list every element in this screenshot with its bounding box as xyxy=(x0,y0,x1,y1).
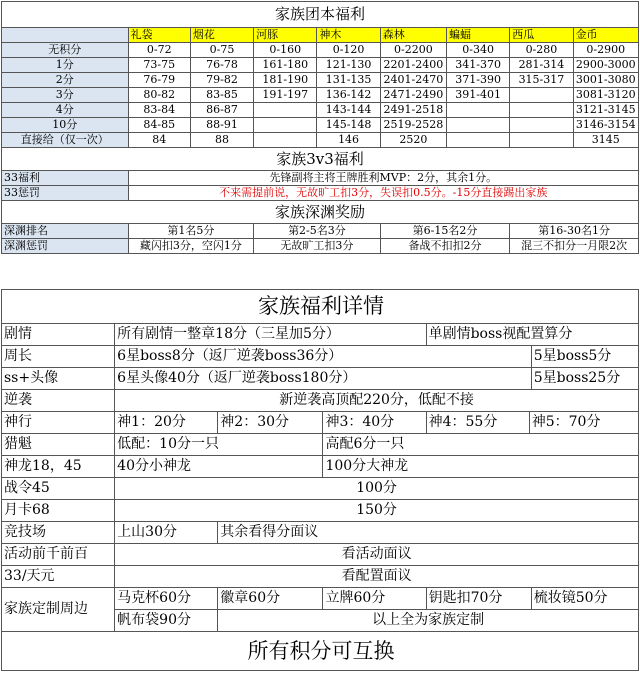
pvp-penalty-text: 不来需提前说，无故旷工扣3分，失误扣0.5分。-15分直接踢出家族 xyxy=(128,186,638,201)
table-cell: 161-180 xyxy=(254,58,317,73)
column-header: 烟花 xyxy=(190,28,253,43)
pvp-reward-text: 先锋副将主将王牌胜利MVP：2分，其余1分。 xyxy=(128,171,638,186)
abyss-rank-cell: 第1名5分 xyxy=(128,224,254,239)
table-row xyxy=(2,456,639,478)
row-label: 周长 xyxy=(2,346,115,368)
table-cell: 看配置面议 xyxy=(115,566,639,588)
table-cell: 2471-2490 xyxy=(380,88,446,103)
table-cell: 2900-3000 xyxy=(573,58,638,73)
table-cell: 3081-3120 xyxy=(573,88,638,103)
row-label: 战令45 xyxy=(2,478,115,500)
abyss-rank-cell: 第16-30名1分 xyxy=(510,224,639,239)
table-cell: 立牌60分 xyxy=(323,588,426,610)
row-label: 活动前千前百 xyxy=(2,544,115,566)
pvp-section-title: 家族3v3福利 xyxy=(2,148,639,171)
abyss-penalty-cell: 混三不扣分一月限2次 xyxy=(510,239,639,254)
table-cell: 其余看得分面议 xyxy=(218,522,639,544)
table-cell: 0-160 xyxy=(254,43,317,58)
table-cell: 80-82 xyxy=(128,88,190,103)
table-cell: 84-85 xyxy=(128,118,190,133)
table-cell: 新逆袭高顶配220分，低配不接 xyxy=(115,390,639,412)
table-cell: 单剧情boss视配置算分 xyxy=(426,324,638,346)
table-cell: 钥匙扣70分 xyxy=(426,588,531,610)
table-cell: 100分 xyxy=(115,478,639,500)
raid-header-row xyxy=(2,28,639,43)
abyss-penalty-cell: 藏闪扣3分，空闪1分 xyxy=(128,239,254,254)
table-cell: 84 xyxy=(128,133,190,148)
row-label: 家族定制周边 xyxy=(2,588,115,632)
table-cell xyxy=(510,133,573,148)
table-cell: 6星头像40分（返厂逆袭boss180分） xyxy=(115,368,532,390)
column-header: 金币 xyxy=(573,28,638,43)
table-cell: 0-75 xyxy=(190,43,253,58)
table-row xyxy=(2,478,639,500)
header-corner xyxy=(2,28,129,43)
table-row xyxy=(2,390,639,412)
table-row xyxy=(2,103,639,118)
table-cell: 上山30分 xyxy=(115,522,218,544)
table-cell: 88-91 xyxy=(190,118,253,133)
table-cell: 371-390 xyxy=(447,73,510,88)
table-cell: 0-2900 xyxy=(573,43,638,58)
table-cell: 3001-3080 xyxy=(573,73,638,88)
table-cell: 5星boss5分 xyxy=(531,346,638,368)
table-cell: 86-87 xyxy=(190,103,253,118)
abyss-rank-label: 深渊排名 xyxy=(2,224,129,239)
column-header: 森林 xyxy=(380,28,446,43)
footer-note: 所有积分可互换 xyxy=(2,632,639,671)
table-cell: 0-72 xyxy=(128,43,190,58)
row-label: 逆袭 xyxy=(2,390,115,412)
table-cell: 梳妆镜50分 xyxy=(531,588,638,610)
table-row xyxy=(2,118,639,133)
row-label: 神龙18，45 xyxy=(2,456,115,478)
table-cell: 143-144 xyxy=(317,103,380,118)
column-header: 礼袋 xyxy=(128,28,190,43)
table-cell: 低配：10分一只 xyxy=(115,434,323,456)
table-cell: 神3：40分 xyxy=(323,412,426,434)
row-label: 猎魁 xyxy=(2,434,115,456)
table-cell: 83-84 xyxy=(128,103,190,118)
row-label: 月卡68 xyxy=(2,500,115,522)
table-row xyxy=(2,566,639,588)
table-cell: 145-148 xyxy=(317,118,380,133)
row-label: 神行 xyxy=(2,412,115,434)
table-cell: 73-75 xyxy=(128,58,190,73)
table-cell: 2520 xyxy=(380,133,446,148)
table-cell: 150分 xyxy=(115,500,639,522)
table-cell: 神2：30分 xyxy=(218,412,323,434)
table-cell: 神5：70分 xyxy=(529,412,638,434)
row-label: 直接给（仅一次） xyxy=(2,133,129,148)
table-cell: 100分大神龙 xyxy=(323,456,639,478)
table-cell: 3146-3154 xyxy=(573,118,638,133)
table-cell: 6星boss8分（返厂逆袭boss36分） xyxy=(115,346,532,368)
table-cell: 3145 xyxy=(573,133,638,148)
table-row xyxy=(2,412,639,434)
abyss-section-title: 家族深渊奖励 xyxy=(2,201,639,224)
table-row xyxy=(2,500,639,522)
table-cell: 0-2200 xyxy=(380,43,446,58)
abyss-penalty-cell: 备战不扣扣2分 xyxy=(380,239,510,254)
table-row xyxy=(2,544,639,566)
table-cell: 2201-2400 xyxy=(380,58,446,73)
table-cell: 40分小神龙 xyxy=(115,456,323,478)
table-cell: 281-314 xyxy=(510,58,573,73)
pvp-reward-row xyxy=(2,171,639,186)
details-title: 家族福利详情 xyxy=(2,290,639,324)
pvp-penalty-row xyxy=(2,186,639,201)
table-cell: 121-130 xyxy=(317,58,380,73)
row-label: 33/天元 xyxy=(2,566,115,588)
abyss-rank-cell: 第2-5名3分 xyxy=(254,224,381,239)
table-row xyxy=(2,368,639,390)
table-row xyxy=(2,434,639,456)
table-cell: 高配6分一只 xyxy=(323,434,639,456)
table-cell: 看活动面议 xyxy=(115,544,639,566)
row-label: 4分 xyxy=(2,103,129,118)
row-label: 2分 xyxy=(2,73,129,88)
table-cell xyxy=(510,103,573,118)
column-header: 蝙蝠 xyxy=(447,28,510,43)
table-cell xyxy=(447,133,510,148)
table-cell: 131-135 xyxy=(317,73,380,88)
table-cell: 341-370 xyxy=(447,58,510,73)
table-row xyxy=(2,73,639,88)
table-cell: 以上全为家族定制 xyxy=(218,610,639,632)
table-cell: 191-197 xyxy=(254,88,317,103)
table-row xyxy=(2,58,639,73)
table-cell: 2491-2518 xyxy=(380,103,446,118)
table-cell: 76-79 xyxy=(128,73,190,88)
section-divider xyxy=(0,278,640,288)
table-cell: 79-82 xyxy=(190,73,253,88)
table-cell: 神4：55分 xyxy=(426,412,529,434)
table-cell: 146 xyxy=(317,133,380,148)
table-cell: 神1：20分 xyxy=(115,412,218,434)
table-cell: 0-340 xyxy=(447,43,510,58)
table-cell: 马克杯60分 xyxy=(115,588,218,610)
table-cell: 2401-2470 xyxy=(380,73,446,88)
abyss-rank-cell: 第6-15名2分 xyxy=(380,224,510,239)
table-row xyxy=(2,324,639,346)
row-label: 1分 xyxy=(2,58,129,73)
table-cell xyxy=(254,118,317,133)
column-header: 神木 xyxy=(317,28,380,43)
table-cell xyxy=(254,133,317,148)
column-header: 西瓜 xyxy=(510,28,573,43)
table-cell: 136-142 xyxy=(317,88,380,103)
table-cell xyxy=(447,103,510,118)
table-cell: 83-85 xyxy=(190,88,253,103)
row-label: ss+头像 xyxy=(2,368,115,390)
abyss-penalty-row xyxy=(2,239,639,254)
abyss-penalty-label: 深渊惩罚 xyxy=(2,239,129,254)
table-cell: 徽章60分 xyxy=(218,588,323,610)
pvp-reward-label: 33福利 xyxy=(2,171,129,186)
abyss-penalty-cell: 无故旷工扣3分 xyxy=(254,239,381,254)
table-cell: 0-280 xyxy=(510,43,573,58)
table-row xyxy=(2,346,639,368)
table-cell: 76-78 xyxy=(190,58,253,73)
row-label: 竞技场 xyxy=(2,522,115,544)
table-cell: 5星boss25分 xyxy=(531,368,638,390)
table-cell xyxy=(510,88,573,103)
raid-benefits-title: 家族团本福利 xyxy=(2,2,639,28)
table-cell: 0-120 xyxy=(317,43,380,58)
abyss-rank-row xyxy=(2,224,639,239)
row-label: 3分 xyxy=(2,88,129,103)
guild-raid-benefits-table xyxy=(1,1,639,254)
table-cell xyxy=(447,118,510,133)
table-cell: 帆布袋90分 xyxy=(115,610,218,632)
table-row xyxy=(2,88,639,103)
table-cell: 3121-3145 xyxy=(573,103,638,118)
row-label: 10分 xyxy=(2,118,129,133)
table-cell: 391-401 xyxy=(447,88,510,103)
row-label: 无积分 xyxy=(2,43,129,58)
row-label: 剧情 xyxy=(2,324,115,346)
pvp-penalty-label: 33惩罚 xyxy=(2,186,129,201)
table-row xyxy=(2,43,639,58)
table-cell: 2519-2528 xyxy=(380,118,446,133)
table-cell: 315-317 xyxy=(510,73,573,88)
table-row xyxy=(2,522,639,544)
table-row xyxy=(2,133,639,148)
table-cell: 181-190 xyxy=(254,73,317,88)
table-row xyxy=(2,588,639,610)
guild-benefits-detail-table xyxy=(1,289,639,671)
table-cell: 所有剧情一整章18分（三星加5分） xyxy=(115,324,426,346)
column-header: 河豚 xyxy=(254,28,317,43)
table-cell xyxy=(254,103,317,118)
table-cell xyxy=(510,118,573,133)
table-cell: 88 xyxy=(190,133,253,148)
